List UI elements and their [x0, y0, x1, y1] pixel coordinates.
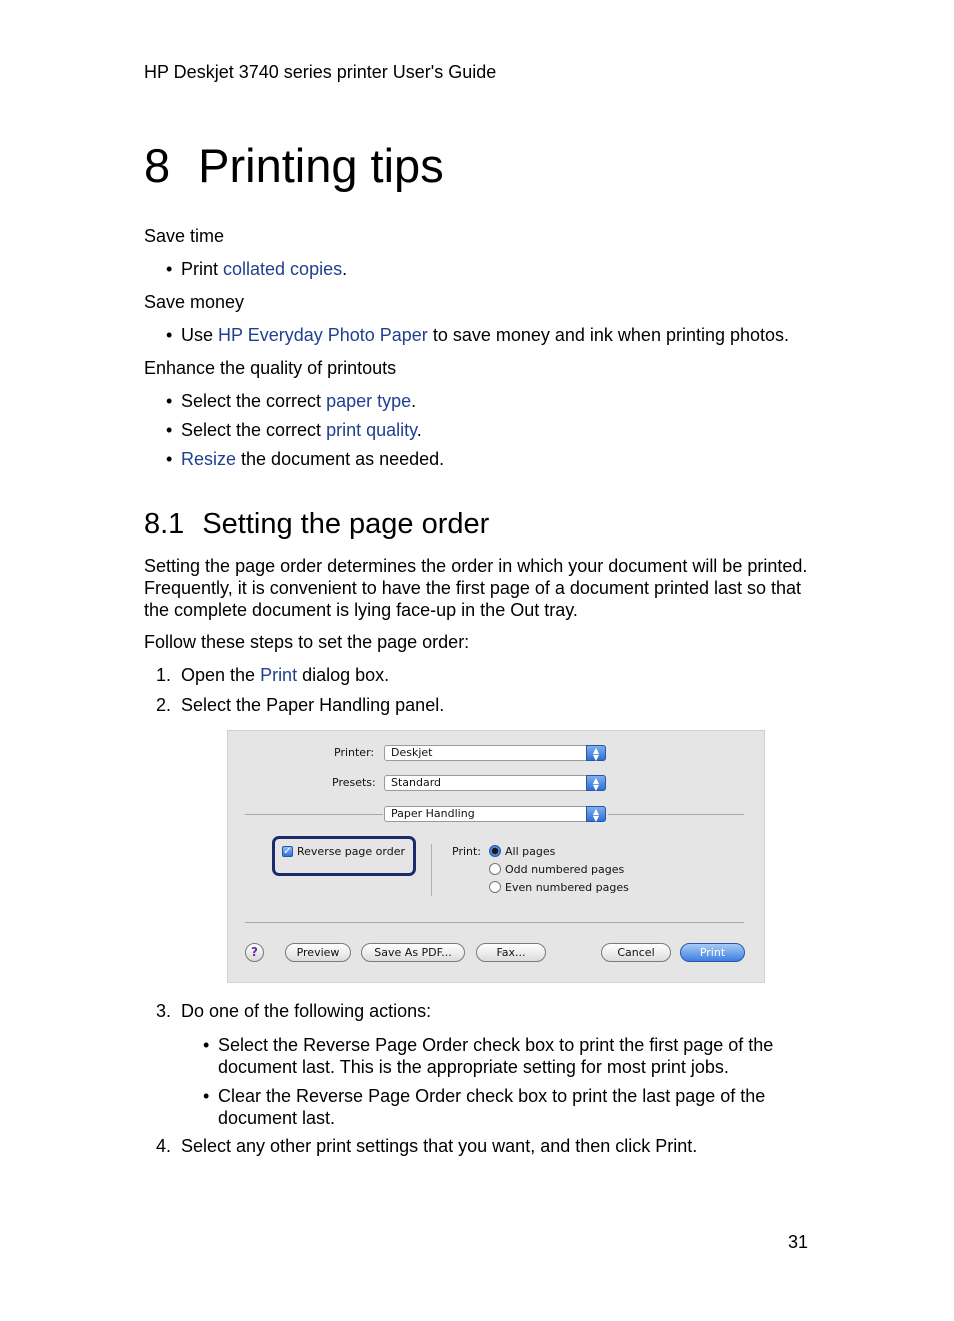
intro-paragraph: Setting the page order determines the order in which your document will be printed. Frequently, it is convenient to have the first page of a document printed last so that the complete document is lying face-up in the Out tray.	[144, 556, 808, 620]
popup-arrows-icon: ▲ ▼	[586, 745, 606, 761]
ui-term-reverse-page-order: Reverse Page Order	[303, 1035, 469, 1055]
all-pages-label: All pages	[505, 845, 556, 858]
ui-term-reverse-page-order: Reverse Page Order	[296, 1086, 462, 1106]
ui-term-print: Print	[655, 1136, 693, 1156]
radio-odd-pages[interactable]	[489, 863, 501, 875]
printer-label: Printer:	[334, 746, 375, 759]
running-header: HP Deskjet 3740 series printer User's Guide	[144, 62, 497, 82]
cancel-button[interactable]: Cancel	[601, 943, 671, 962]
section-title	[144, 508, 489, 541]
follow-paragraph: Follow these steps to set the page order:	[144, 632, 470, 652]
fax-button[interactable]: Fax...	[476, 943, 546, 962]
chapter-title-text: Printing tips	[198, 139, 444, 192]
presets-popup[interactable]: Standard ▲ ▼	[384, 775, 606, 791]
step-3: 3. Do one of the following actions:	[156, 1001, 432, 1021]
reverse-page-order-label: Reverse page order	[297, 845, 406, 858]
popup-arrows-icon: ▲ ▼	[586, 775, 606, 791]
heading-quality: Enhance the quality of printouts	[144, 358, 397, 378]
print-dialog	[227, 730, 765, 983]
printer-popup[interactable]: Deskjet ▲ ▼	[384, 745, 606, 761]
even-pages-label: Even numbered pages	[505, 881, 629, 894]
preview-button[interactable]: Preview	[285, 943, 351, 962]
divider	[245, 814, 383, 815]
heading-save-time: Save time	[144, 226, 225, 246]
section-number: 8.1	[144, 508, 185, 540]
divider	[608, 814, 744, 815]
substep-clear-reverse: • Clear the Reverse Page Order check box to print the last page of the document last.	[203, 1086, 766, 1128]
presets-label: Presets:	[332, 776, 376, 789]
link-print-quality[interactable]: print quality	[326, 420, 417, 440]
step-2: 2. Select the Paper Handling panel.	[156, 695, 445, 715]
radio-even-pages[interactable]	[489, 881, 501, 893]
link-resize[interactable]: Resize	[181, 449, 237, 469]
panel-popup[interactable]: Paper Handling ▲ ▼	[384, 806, 606, 822]
bullet-print-quality: • Select the correct print quality.	[166, 420, 422, 440]
divider	[431, 844, 432, 896]
ui-term-paper-handling: Paper Handling	[266, 695, 391, 715]
print-button[interactable]: Print	[680, 943, 745, 962]
popup-arrows-icon: ▲ ▼	[586, 806, 606, 822]
substep-select-reverse: • Select the Reverse Page Order check box to print the first page of the document last. This is the appropriate setting for most print jobs.	[203, 1035, 774, 1077]
odd-pages-label: Odd numbered pages	[505, 863, 625, 876]
link-collated-copies[interactable]: collated copies	[223, 259, 343, 279]
bullet-photo-paper: • Use HP Everyday Photo Paper to save money and ink when printing photos.	[166, 325, 790, 345]
save-as-pdf-button[interactable]: Save As PDF...	[361, 943, 465, 962]
radio-all-pages[interactable]	[489, 845, 501, 857]
link-print-dialog[interactable]: Print	[260, 665, 298, 685]
page-number: 31	[788, 1232, 809, 1252]
step-4: 4. Select any other print settings that you want, and then click Print.	[156, 1136, 698, 1156]
bullet-resize: • Resize the document as needed.	[166, 449, 445, 469]
link-everyday-photo-paper[interactable]: HP Everyday Photo Paper	[218, 325, 428, 345]
heading-save-money: Save money	[144, 292, 245, 312]
link-paper-type[interactable]: paper type	[326, 391, 412, 411]
chapter-title	[144, 138, 444, 193]
print-label: Print:	[452, 845, 482, 858]
chapter-number: 8	[144, 139, 171, 192]
help-icon[interactable]: ?	[245, 943, 264, 962]
bullet-paper-type: • Select the correct paper type.	[166, 391, 417, 411]
section-title-text: Setting the page order	[202, 508, 490, 540]
step-1: 1. Open the Print dialog box.	[156, 665, 390, 685]
bullet-collated: • Print collated copies.	[166, 259, 348, 279]
divider	[245, 922, 744, 923]
reverse-page-order-checkbox[interactable]: ✓	[283, 846, 292, 857]
